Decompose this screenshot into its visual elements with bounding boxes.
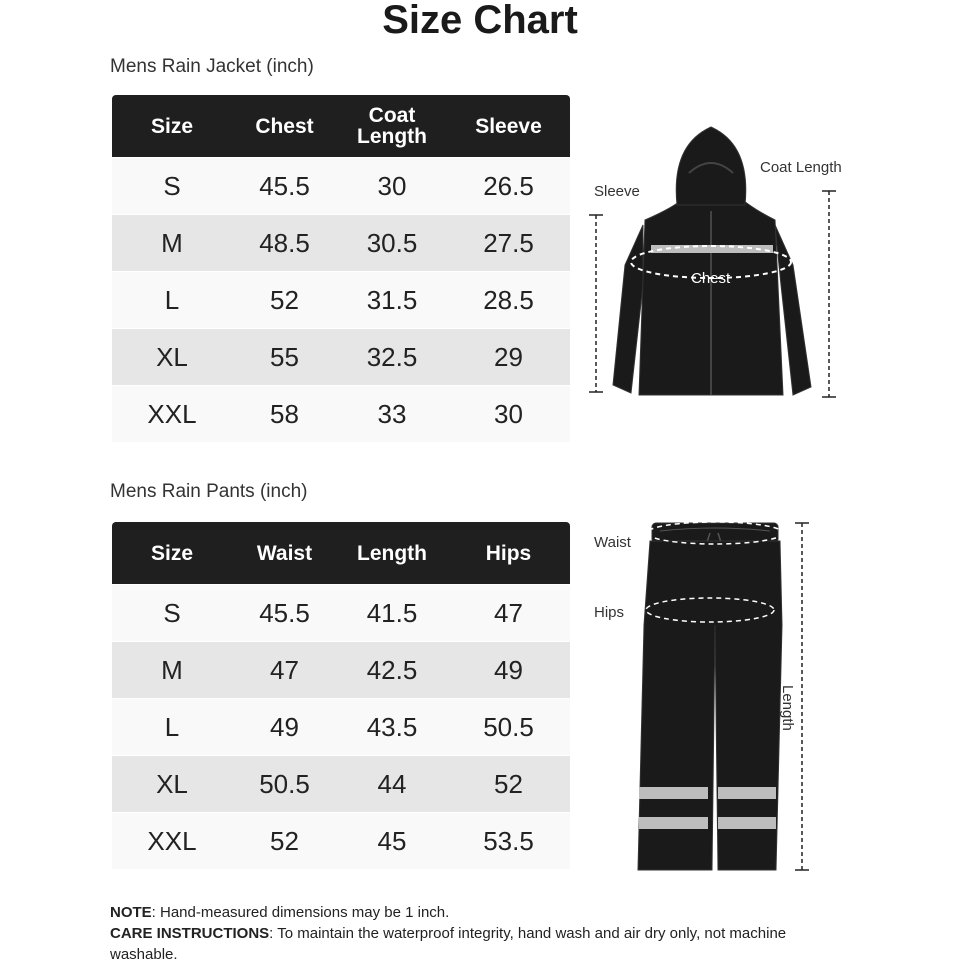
size-cell: L: [112, 272, 232, 329]
sleeve-cell: 30: [447, 386, 570, 443]
coat-length-cell: 31.5: [337, 272, 447, 329]
table-row: [112, 215, 570, 272]
length-cell: 42.5: [337, 642, 447, 699]
chest-cell: 58: [232, 386, 337, 443]
sleeve-cell: 29: [447, 329, 570, 386]
size-cell: XL: [112, 329, 232, 386]
table-row: [112, 329, 570, 386]
column-header-size: Size: [112, 95, 232, 158]
table-row: [112, 386, 570, 443]
waist-cell: 47: [232, 642, 337, 699]
table-row: [112, 813, 570, 870]
table-header-row: [112, 95, 570, 158]
size-cell: XXL: [112, 813, 232, 870]
note-label: NOTE: [110, 904, 152, 921]
hips-cell: 53.5: [447, 813, 570, 870]
coat-length-label: Coat Length: [760, 159, 842, 176]
size-cell: L: [112, 699, 232, 756]
hips-label: Hips: [594, 604, 625, 621]
chest-cell: 55: [232, 329, 337, 386]
column-header-coat-length: Coat Length: [337, 95, 447, 158]
column-header-waist: Waist: [232, 522, 337, 585]
hips-cell: 52: [447, 756, 570, 813]
notes-section: [110, 902, 830, 965]
waist-cell: 49: [232, 699, 337, 756]
size-cell: M: [112, 215, 232, 272]
waist-label: Waist: [594, 534, 631, 551]
sleeve-label: Sleeve: [594, 183, 640, 200]
jacket-table-subtitle: Mens Rain Jacket (inch): [110, 56, 314, 77]
page-title: Size Chart: [382, 0, 578, 42]
jacket-size-table: [112, 95, 570, 442]
note-text: : Hand-measured dimensions may be 1 inch.: [151, 904, 450, 921]
care-instructions-label: CARE INSTRUCTIONS: [110, 925, 270, 942]
size-cell: XL: [112, 756, 232, 813]
length-cell: 41.5: [337, 585, 447, 642]
sleeve-cell: 27.5: [447, 215, 570, 272]
chest-label: Chest: [691, 270, 731, 287]
length-cell: 45: [337, 813, 447, 870]
hips-cell: 47: [447, 585, 570, 642]
chest-cell: 52: [232, 272, 337, 329]
size-cell: S: [112, 585, 232, 642]
table-row: [112, 585, 570, 642]
column-header-sleeve: Sleeve: [447, 95, 570, 158]
coat-length-cell: 32.5: [337, 329, 447, 386]
care-instructions-text: : To maintain the waterproof integrity, hand wash and air dry only, not machine washable.: [110, 925, 787, 963]
waist-cell: 50.5: [232, 756, 337, 813]
column-header-length: Length: [337, 522, 447, 585]
chest-cell: 48.5: [232, 215, 337, 272]
care-instructions-line: [110, 923, 830, 965]
size-cell: S: [112, 158, 232, 215]
table-row: [112, 158, 570, 215]
coat-length-cell: 30: [337, 158, 447, 215]
column-header-hips: Hips: [447, 522, 570, 585]
pants-table-subtitle: Mens Rain Pants (inch): [110, 481, 308, 502]
coat-length-cell: 33: [337, 386, 447, 443]
hips-cell: 49: [447, 642, 570, 699]
table-row: [112, 756, 570, 813]
column-header-chest: Chest: [232, 95, 337, 158]
sleeve-cell: 26.5: [447, 158, 570, 215]
sleeve-cell: 28.5: [447, 272, 570, 329]
note-line: [110, 902, 830, 923]
rain-pants-illustration: [630, 515, 830, 880]
length-cell: 44: [337, 756, 447, 813]
chest-cell: 45.5: [232, 158, 337, 215]
table-row: [112, 272, 570, 329]
table-header-row: [112, 522, 570, 585]
length-label: Length: [779, 685, 796, 731]
pants-size-table: [112, 522, 570, 869]
waist-cell: 45.5: [232, 585, 337, 642]
hips-cell: 50.5: [447, 699, 570, 756]
length-cell: 43.5: [337, 699, 447, 756]
coat-length-cell: 30.5: [337, 215, 447, 272]
size-cell: XXL: [112, 386, 232, 443]
column-header-size: Size: [112, 522, 232, 585]
table-row: [112, 642, 570, 699]
size-cell: M: [112, 642, 232, 699]
table-row: [112, 699, 570, 756]
waist-cell: 52: [232, 813, 337, 870]
